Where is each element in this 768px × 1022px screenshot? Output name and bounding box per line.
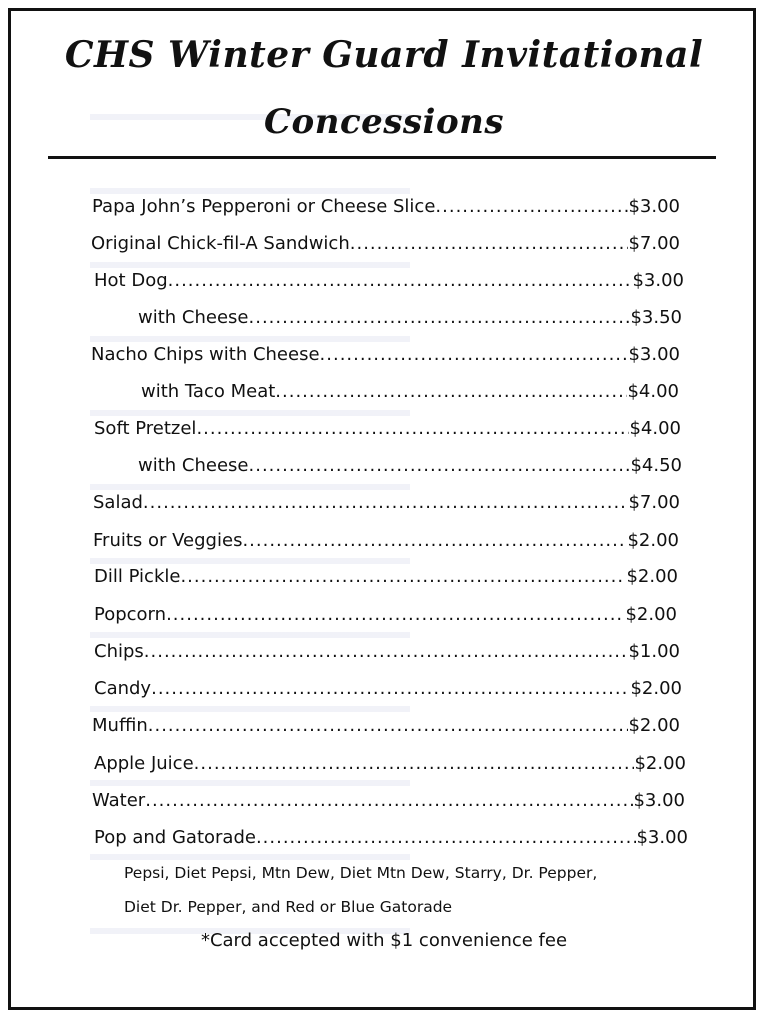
menu-item-price: $3.00: [633, 790, 685, 811]
dot-leader: [320, 344, 629, 365]
menu-item-price: $1.00: [628, 641, 680, 662]
menu-item-name: with Taco Meat: [141, 381, 276, 402]
dot-leader: [151, 678, 630, 699]
menu-item-price: $4.00: [629, 418, 681, 439]
menu-item-variant: [141, 381, 679, 409]
menu-item-price: $7.00: [628, 492, 680, 513]
menu-item-price: $2.00: [627, 530, 679, 551]
menu-item-price: $3.00: [632, 270, 684, 291]
drinks-note-line: Pepsi, Diet Pepsi, Mtn Dew, Diet Mtn Dew, Starry, Dr. Pepper,: [124, 864, 598, 882]
menu-item: [91, 344, 680, 372]
menu-item: [94, 641, 680, 669]
menu-item-name: Candy: [94, 678, 152, 699]
menu-item-price: $4.00: [627, 381, 679, 402]
menu-item: [94, 604, 677, 632]
drinks-note-line: Diet Dr. Pepper, and Red or Blue Gatorade: [124, 898, 453, 916]
dot-leader: [196, 418, 629, 439]
menu-item-price: $2.00: [625, 604, 677, 625]
menu-item-name: Salad: [93, 492, 143, 513]
menu-item-name: Muffin: [92, 715, 148, 736]
menu-item-name: with Cheese: [138, 307, 249, 328]
menu-item-name: with Cheese: [138, 455, 249, 476]
menu-item-name: Original Chick-fil-A Sandwich: [91, 233, 350, 254]
dot-leader: [275, 381, 627, 402]
dot-leader: [435, 196, 628, 217]
dot-leader: [143, 492, 629, 513]
menu-item-price: $2.00: [634, 753, 686, 774]
menu-item-name: Soft Pretzel: [94, 418, 197, 439]
menu-item-price: $7.00: [628, 233, 680, 254]
dot-leader: [249, 307, 631, 328]
menu-item: [94, 270, 684, 298]
menu-item-name: Nacho Chips with Cheese: [91, 344, 320, 365]
page-title: CHS Winter Guard Invitational: [64, 34, 704, 76]
menu-item-price: $2.00: [630, 678, 682, 699]
dot-leader: [148, 715, 629, 736]
dot-leader: [242, 530, 627, 551]
card-payment-note: *Card accepted with $1 convenience fee: [200, 930, 568, 951]
menu-item: [94, 418, 681, 446]
menu-item-price: $2.00: [628, 715, 680, 736]
menu-item-price: $3.50: [630, 307, 682, 328]
dot-leader: [166, 604, 625, 625]
menu-item-name: Hot Dog: [94, 270, 168, 291]
dot-leader: [249, 455, 631, 476]
menu-item-price: $3.00: [628, 344, 680, 365]
menu-item: [94, 566, 678, 594]
menu-item: [91, 233, 680, 261]
menu-item-variant: [138, 455, 682, 483]
dot-leader: [350, 233, 629, 254]
dot-leader: [168, 270, 633, 291]
menu-item: [93, 530, 679, 558]
menu-item-price: $2.00: [626, 566, 678, 587]
menu-item-price: $3.00: [628, 196, 680, 217]
page-subtitle: Concessions: [263, 102, 505, 142]
menu-item: [94, 753, 686, 781]
menu-item: [93, 492, 680, 520]
dot-leader: [144, 641, 629, 662]
menu-item: [92, 790, 685, 818]
menu-item-name: Pop and Gatorade: [94, 827, 256, 848]
menu-item-name: Apple Juice: [94, 753, 194, 774]
dot-leader: [145, 790, 633, 811]
menu-item: [94, 827, 688, 855]
dot-leader: [180, 566, 626, 587]
menu-item-name: Water: [92, 790, 146, 811]
menu-item-name: Dill Pickle: [94, 566, 181, 587]
menu-item-price: $3.00: [636, 827, 688, 848]
menu-item: [92, 715, 680, 743]
menu-item-variant: [138, 307, 682, 335]
dot-leader: [256, 827, 637, 848]
menu-item-name: Chips: [94, 641, 144, 662]
menu-item-name: Fruits or Veggies: [93, 530, 243, 551]
dot-leader: [194, 753, 635, 774]
menu-item: [94, 678, 682, 706]
menu-item-name: Papa John’s Pepperoni or Cheese Slice: [92, 196, 436, 217]
menu-item-name: Popcorn: [94, 604, 167, 625]
menu-item-price: $4.50: [630, 455, 682, 476]
menu-item: [92, 196, 680, 224]
title-divider: [48, 156, 716, 159]
